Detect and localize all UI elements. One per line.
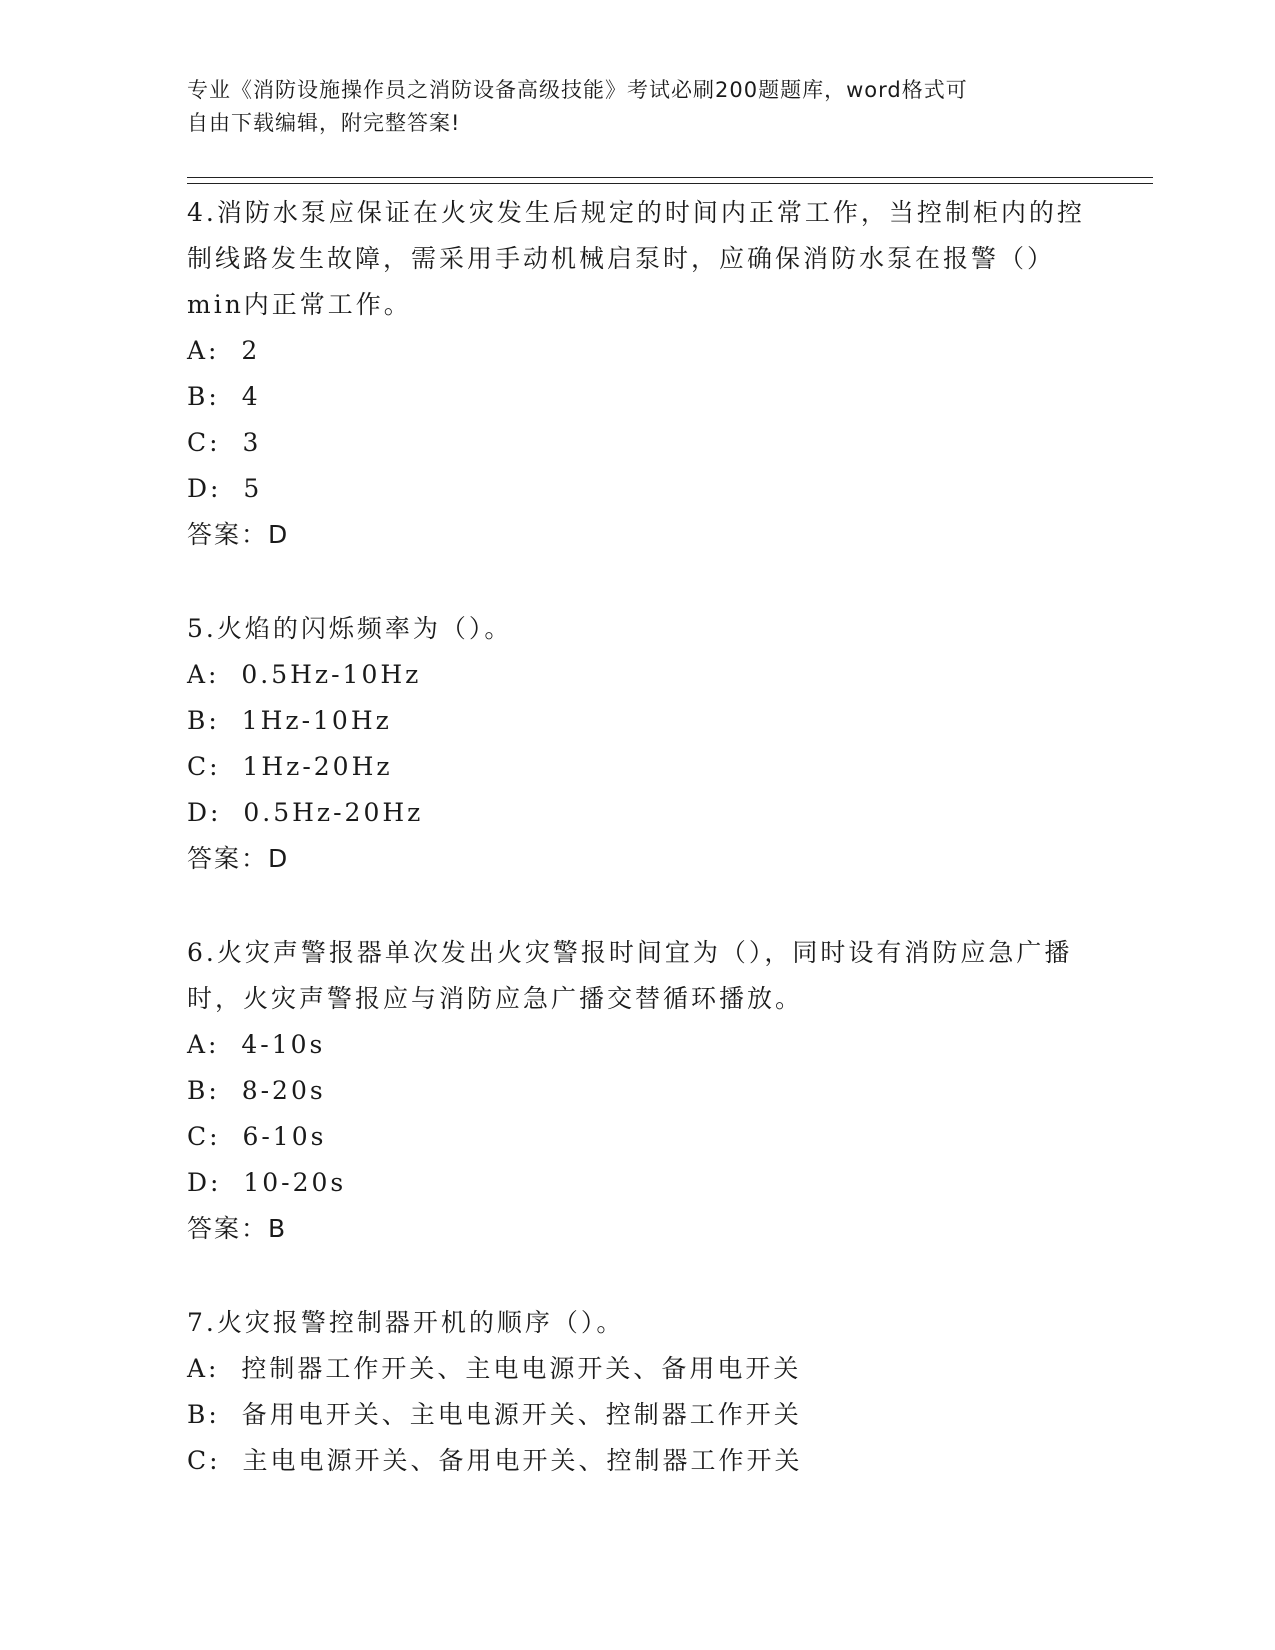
- option-d: D: 5: [187, 474, 263, 503]
- answer-label: 答案：D: [187, 844, 290, 873]
- option-b: B: 8-20s: [187, 1076, 326, 1105]
- option-a: A: 4-10s: [187, 1030, 326, 1059]
- option-a: A: 0.5Hz-10Hz: [187, 660, 422, 689]
- header-intro-line-2: 自由下载编辑，附完整答案!: [187, 111, 461, 135]
- option-b: B: 4: [187, 382, 261, 411]
- question-list: [187, 190, 1087, 1484]
- option-a: A: 控制器工作开关、主电电源开关、备用电开关: [187, 1354, 802, 1383]
- header-intro-line-1: 专业《消防设施操作员之消防设备高级技能》考试必刷200题题库，word格式可: [187, 78, 968, 102]
- option-c: C: 主电电源开关、备用电开关、控制器工作开关: [187, 1446, 803, 1475]
- option-d: D: 0.5Hz-20Hz: [187, 798, 424, 827]
- answer-label: 答案：B: [187, 1214, 288, 1243]
- option-c: C: 3: [187, 428, 262, 457]
- question-5: [187, 606, 1087, 882]
- document-header: [187, 74, 1067, 140]
- option-c: C: 1Hz-20Hz: [187, 752, 393, 781]
- option-b: B: 1Hz-10Hz: [187, 706, 392, 735]
- option-a: A: 2: [187, 336, 261, 365]
- question-7: [187, 1300, 1087, 1484]
- header-divider-bottom: [187, 183, 1153, 184]
- header-divider-top: [187, 177, 1153, 178]
- question-6: [187, 930, 1087, 1252]
- answer-label: 答案：D: [187, 520, 290, 549]
- option-b: B: 备用电开关、主电电源开关、控制器工作开关: [187, 1400, 802, 1429]
- question-4: [187, 190, 1087, 558]
- question-text: 7.火灾报警控制器开机的顺序（）。: [187, 1308, 625, 1337]
- question-text: 6.火灾声警报器单次发出火灾警报时间宜为（），同时设有消防应急广播时，火灾声警报应与消防应急广播交替循环播放。: [187, 938, 1073, 1013]
- question-text: 5.火焰的闪烁频率为（）。: [187, 614, 513, 643]
- option-c: C: 6-10s: [187, 1122, 327, 1151]
- question-text: 4.消防水泵应保证在火灾发生后规定的时间内正常工作，当控制柜内的控制线路发生故障，需采用手动机械启泵时，应确保消防水泵在报警（）min内正常工作。: [187, 198, 1085, 319]
- option-d: D: 10-20s: [187, 1168, 347, 1197]
